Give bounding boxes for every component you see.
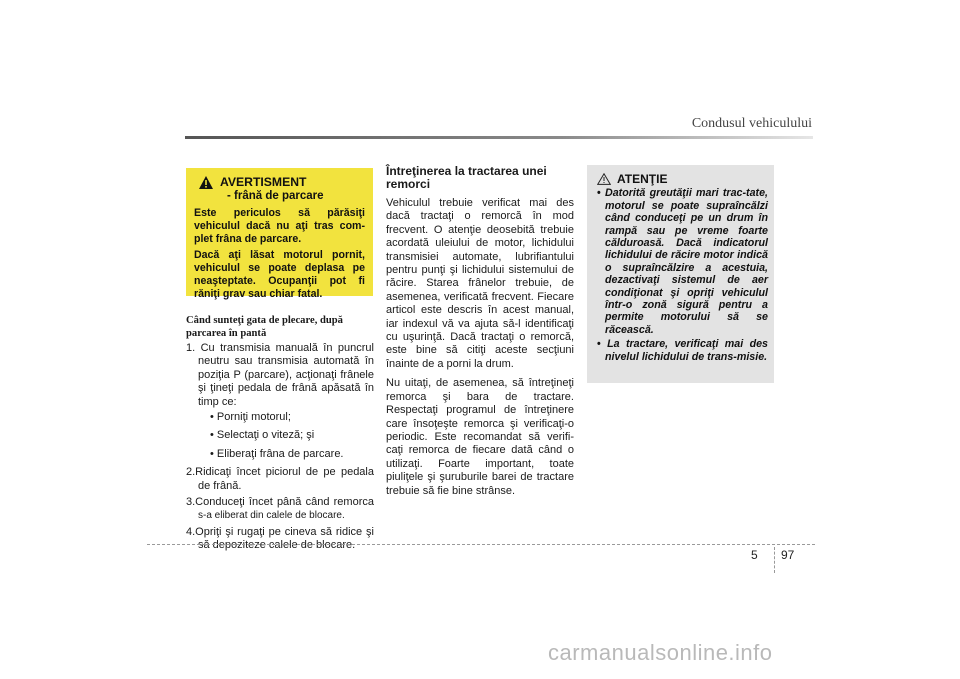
maintenance-paragraph: Nu uitaţi, de asemenea, să întreţineţi remorca şi bara de tractare. Respectaţi programul de întreţinere care însoţeşte remorca şi verificaţi-o periodic. Este recomandat să verifi-caţi remorca de fiecare dată când o utilizaţi. Foarte important, toate piuliţele şi şuruburile barei de tractare trebuie să fie bine strânse. (386, 377, 574, 497)
warning-box (186, 168, 373, 300)
page-number-divider (774, 547, 775, 573)
bullet-item: • Eliberaţi frâna de parcare. (210, 448, 374, 461)
warning-heading (194, 175, 365, 203)
step-4: 4.Opriţi şi rugaţi pe cineva să ridice şi să depoziteze calele de blocare. (186, 525, 374, 552)
warning-paragraph: Dacă aţi lăsat motorul pornit, vehiculul se poate deplasa pe neaşteptate. Ocupanţii pot fi răniţi grav sau chiar fatal. (194, 249, 365, 300)
caution-title: ATENŢIE (617, 172, 668, 186)
step-3-text-a: 3.Conduceţi încet până când remorca (186, 496, 374, 509)
warning-title: AVERTISMENT (220, 175, 307, 189)
left-column (186, 314, 374, 556)
section-title: Condusul vehiculului (691, 116, 812, 131)
footer-divider (147, 544, 815, 545)
caution-list (597, 187, 768, 363)
warning-subtitle: - frână de parcare (227, 190, 324, 202)
parking-lead: Când sunteţi gata de plecare, după parcarea în pantă (186, 315, 343, 339)
step-1 (186, 342, 374, 461)
bullet-item: • Porniţi motorul; (210, 411, 374, 424)
caution-item: • La tractare, verificaţi mai des nivelul lichidului de trans-misie. (597, 338, 768, 363)
warning-triangle-icon (199, 176, 213, 189)
steps-list (186, 342, 374, 553)
caution-item: • Datorită greutăţii mari trac-tate, motorul se poate supraîncălzi când conduceţi pe un drum în rampă sau pe vreme foarte călduroasă. Dacă indicatorul lichidului de răcire motor indică o supraîncălzire a acestuia, dezactivaţi sistemul de aer condiţionat şi opriţi vehiculul într-o zonă sigură pentru a permite motorului să se răcească. (597, 187, 768, 336)
caution-heading (597, 173, 768, 185)
warning-paragraph: Este periculos să părăsiţi vehiculul dacă nu aţi tras com-plet frâna de parcare. (194, 207, 365, 245)
page-number: 97 (781, 548, 795, 562)
step-1-bullets (210, 411, 374, 461)
header-divider (185, 136, 813, 139)
middle-column (386, 165, 574, 504)
caution-box (587, 165, 774, 383)
step-1-text: 1. Cu transmisia manuală în puncrul neutru sau transmisia automată în poziţia P (parcare), acţionaţi frânele şi ţineţi pedala de frână apăsată în timp ce: (186, 342, 374, 408)
maintenance-paragraph: Vehiculul trebuie verificat mai des dacă tractaţi o remorcă în mod frecvent. O atenţie deosebită trebuie acordată uleiului de motor, lichidului transmisiei automate, lubrifiantului pentru punţi şi lichidului sistemului de răcire. Starea frânelor trebuie, de asemenea, verificată frecvent. Fiecare articol este descris în acest manual, iar indexul vă va ajuta să-l identificaţi cu uşurinţă. Dacă tractaţi o remorcă, este bine să citiţi aceste secţiuni înainte de a porni la drum. (386, 197, 574, 370)
step-2: 2.Ridicaţi încet piciorul de pe pedala de frână. (186, 466, 374, 492)
watermark: carmanualsonline.info (548, 640, 773, 665)
step-3-text-b: s-a eliberat din calele de blocare. (198, 510, 345, 522)
maintenance-heading: Întreţinerea la tractarea unei remorci (386, 164, 547, 191)
bullet-item: • Selectaţi o viteză; şi (210, 429, 374, 442)
step-3 (186, 496, 374, 523)
caution-triangle-icon (597, 173, 611, 185)
chapter-number: 5 (751, 548, 758, 562)
